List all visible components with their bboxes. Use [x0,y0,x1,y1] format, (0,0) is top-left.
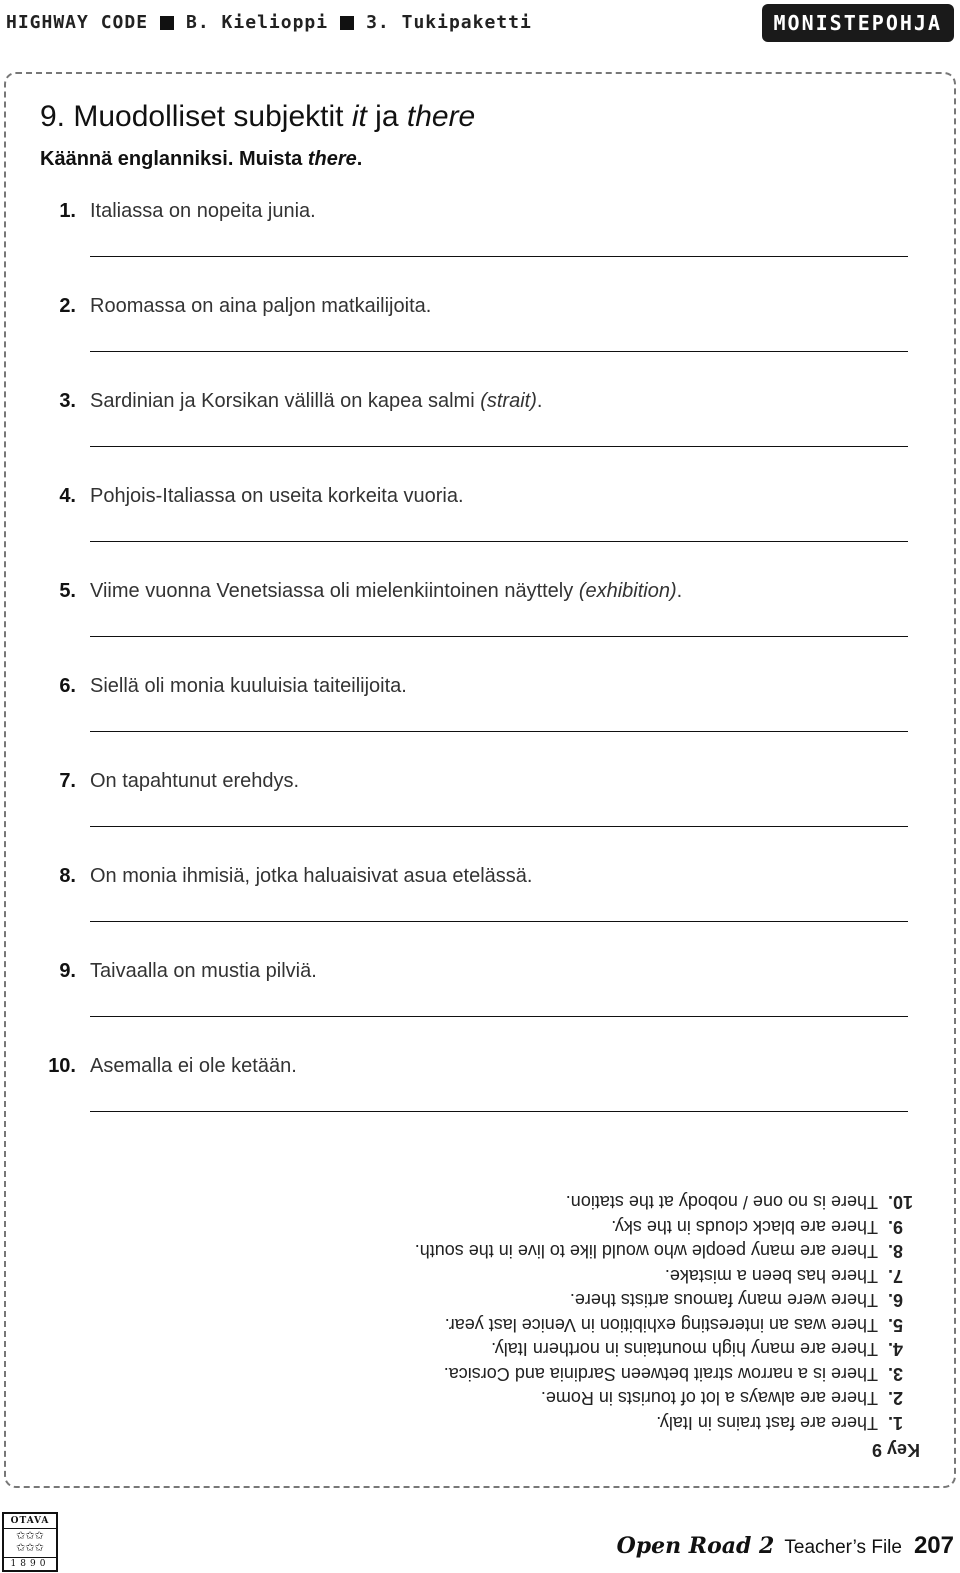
page-footer [617,1532,954,1560]
exercise-item [0,675,960,770]
answer-key-item [340,1337,920,1362]
answer-line[interactable] [90,731,908,732]
answer-key-item [340,1190,920,1215]
answer-line[interactable] [90,351,908,352]
exercise-item [0,1055,960,1150]
answer-number: 7. [888,1266,904,1286]
answer-number: 2. [888,1388,904,1409]
book-title: Open Road 2 [616,1533,775,1559]
answer-key-item [340,1215,920,1240]
answer-key-item [340,1411,920,1436]
answer-key [340,1175,920,1460]
answer-key-item [340,1362,920,1387]
page-number: 207 [913,1532,954,1559]
item-number: 5. [59,580,76,602]
instructions: Käännä englanniksi. Muista there. [40,148,363,170]
item-number: 4. [59,485,76,507]
worksheet-badge: MONISTEPOHJA [762,4,955,42]
breadcrumb-section: B. Kielioppi [186,12,329,33]
footer-label: Teacher’s File [784,1537,902,1558]
answer-key-item [340,1239,920,1264]
answer-text: There are many high mountains in northern Italy. [491,1339,878,1360]
answer-line[interactable] [90,256,908,257]
exercise-item [0,580,960,675]
answer-key-item [340,1264,920,1289]
breadcrumb-subsection: 3. Tukipaketti [366,12,532,33]
answer-number: 10. [888,1192,914,1213]
exercise-item [0,295,960,390]
answer-number: 1. [888,1413,904,1433]
answer-text: There are many people who would like to live in the south. [414,1241,878,1262]
answer-key-item [340,1288,920,1313]
item-prompt: Asemalla ei ole ketään. [90,1055,297,1077]
answer-key-list [340,1190,920,1435]
exercise-item [0,485,960,580]
square-bullet-icon [160,16,174,30]
item-number: 6. [59,675,76,697]
header-bar [0,0,960,50]
item-prompt: Siellä oli monia kuuluisia taiteilijoita. [90,675,407,697]
item-prompt: Pohjois-Italiassa on useita korkeita vuoria. [90,485,464,507]
answer-key-item [340,1313,920,1338]
answer-line[interactable] [90,1111,908,1112]
item-number: 9. [59,960,76,982]
answer-text: There are always a lot of tourists in Rome. [540,1388,878,1409]
answer-line[interactable] [90,921,908,922]
item-prompt: On tapahtunut erehdys. [90,770,300,792]
exercise-item [0,865,960,960]
square-bullet-icon [340,16,354,30]
item-prompt: Roomassa on aina paljon matkailijoita. [90,295,432,317]
publisher-logo: OTAVA ✩✩✩ ✩✩✩ 1890 [2,1512,58,1572]
answer-text: There are black clouds in the sky. [611,1217,878,1237]
answer-number: 3. [888,1364,904,1384]
answer-text: There has been a mistake. [664,1266,878,1286]
answer-key-item [340,1386,920,1411]
breadcrumb-series: HIGHWAY CODE [6,12,149,33]
answer-number: 6. [888,1290,904,1311]
answer-number: 9. [888,1217,904,1237]
item-prompt: Viime vuonna Venetsiassa oli mielenkiintoinen näyttely (exhibition). [90,580,683,602]
item-prompt: Sardinian ja Korsikan välillä on kapea salmi (strait). [90,390,543,412]
answer-key-title: Key 9 [871,1440,920,1460]
item-prompt: Italiassa on nopeita junia. [90,200,316,222]
item-number: 2. [59,295,76,317]
item-prompt: On monia ihmisiä, jotka haluaisivat asua etelässä. [90,865,533,887]
answer-text: There was an interesting exhibition in Venice last year. [444,1315,878,1335]
exercise-item [0,770,960,865]
answer-number: 8. [888,1241,904,1262]
answer-number: 5. [888,1315,904,1335]
item-number: 8. [59,865,76,887]
answer-line[interactable] [90,636,908,637]
item-number: 7. [59,770,76,792]
answer-text: There are fast trains in Italy. [656,1413,878,1433]
exercise-item [0,200,960,295]
answer-line[interactable] [90,1016,908,1017]
answer-text: There were many famous artists there. [569,1290,878,1311]
page-title: 9. Muodolliset subjektit it ja there [40,100,476,133]
answer-line[interactable] [90,446,908,447]
breadcrumb [6,12,532,33]
exercise-item [0,960,960,1055]
exercise-item [0,390,960,485]
answer-text: There is no one / nobody at the station. [565,1192,878,1213]
answer-number: 4. [888,1339,904,1360]
answer-line[interactable] [90,826,908,827]
item-prompt: Taivaalla on mustia pilviä. [90,960,317,982]
answer-line[interactable] [90,541,908,542]
answer-text: There is a narrow strait between Sardinia and Corsica. [443,1364,878,1384]
item-number: 10. [48,1055,76,1077]
item-number: 1. [59,200,76,222]
item-number: 3. [59,390,76,412]
